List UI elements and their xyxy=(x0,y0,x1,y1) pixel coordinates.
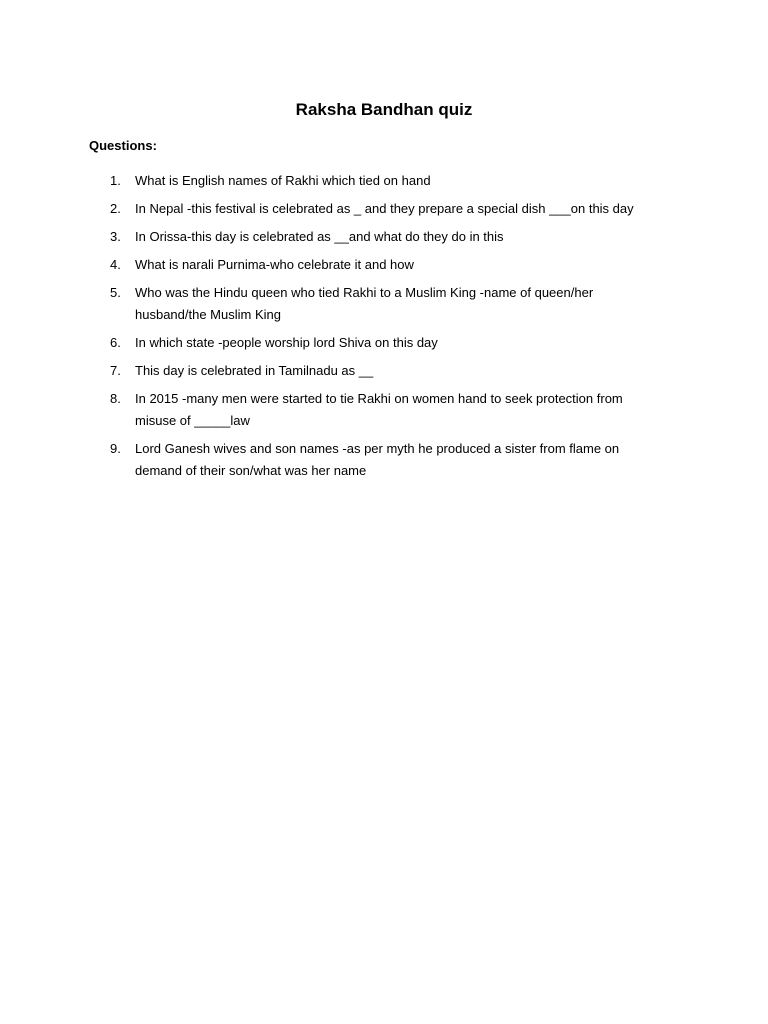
question-number: 9. xyxy=(110,441,121,456)
questions-heading: Questions: xyxy=(89,138,157,153)
list-item xyxy=(0,438,768,482)
question-text: What is English names of Rakhi which tied on hand xyxy=(135,173,431,188)
question-text: In which state -people worship lord Shiva on this day xyxy=(135,335,438,350)
question-number: 2. xyxy=(110,201,121,216)
question-number: 1. xyxy=(110,173,121,188)
list-item xyxy=(0,170,768,192)
question-text: What is narali Purnima-who celebrate it and how xyxy=(135,257,414,272)
question-text: In Nepal -this festival is celebrated as _ and they prepare a special dish ___on this day xyxy=(135,201,634,216)
question-number: 5. xyxy=(110,285,121,300)
question-text: Lord Ganesh wives and son names -as per myth he produced a sister from flame on demand of their son/what was her name xyxy=(135,441,623,478)
list-item xyxy=(0,388,768,432)
document-title: Raksha Bandhan quiz xyxy=(295,100,473,119)
list-item xyxy=(0,254,768,276)
question-text: This day is celebrated in Tamilnadu as __ xyxy=(135,363,374,378)
question-number: 8. xyxy=(110,391,121,406)
list-item xyxy=(0,360,768,382)
question-text: In Orissa-this day is celebrated as __and what do they do in this xyxy=(135,229,504,244)
question-number: 6. xyxy=(110,335,121,350)
question-number: 4. xyxy=(110,257,121,272)
question-list xyxy=(0,170,768,488)
list-item xyxy=(0,332,768,354)
question-text: Who was the Hindu queen who tied Rakhi to a Muslim King -name of queen/her husband/the Muslim King xyxy=(135,285,597,322)
question-number: 7. xyxy=(110,363,121,378)
question-text: In 2015 -many men were started to tie Rakhi on women hand to seek protection from misuse of _____law xyxy=(135,391,627,428)
list-item xyxy=(0,226,768,248)
list-item xyxy=(0,198,768,220)
question-number: 3. xyxy=(110,229,121,244)
list-item xyxy=(0,282,768,326)
